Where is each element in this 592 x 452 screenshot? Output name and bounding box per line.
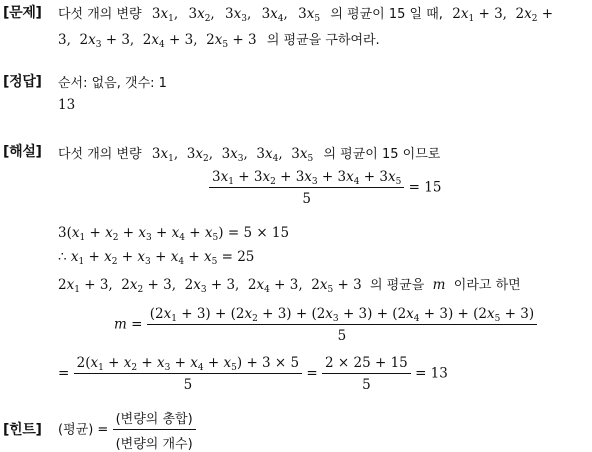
problem-line-2 <box>58 29 380 48</box>
hint-label: [힌트] <box>3 422 42 438</box>
answer-meta: 순서: 없음, 갯수: 1 <box>58 76 167 91</box>
answer-label: [정답] <box>3 74 42 90</box>
step-1: $3(x_1 + x_2 + x_3 + x_4 + x_5) = 5 \times 15$ <box>58 225 290 243</box>
mean-fraction: $\frac{3x_1 + 3x_2 + 3x_3 + 3x_4 + 3x_5}{5}$ <box>209 169 404 207</box>
final-fraction-1: $\frac{2(x_1 + x_2 + x_3 + x_4 + x_5) + 3 \times 5}{5}$ <box>74 355 303 393</box>
problem-transformed-1: $2x_1 + 3$, $2x_2$ + <box>452 6 554 24</box>
m-fraction: $\frac{(2x_1 + 3) + (2x_2 + 3) + (2x_3 + 3) + (2x_4 + 3) + (2x_5 + 3)}{5}$ <box>147 306 537 344</box>
hint-formula: (평균) = $\frac{\text{(변량의 총합)}}{\text{(변량의 개수)}}$ <box>58 408 196 452</box>
solution-intro: 다섯 개의 변량 $3x_1$, $3x_2$, $3x_3$, $3x_4$, $3x_5$ 의 평균이 15 이므로 <box>58 146 441 164</box>
final-result: = 13 <box>415 365 448 382</box>
step-3: $2x_1 + 3$, $2x_2 + 3$, $2x_3 + 3$, $2x_4 + 3$, $2x_5 + 3$ 의 평균을 m 이라고 하면 <box>58 277 521 295</box>
mean-equation <box>209 169 441 207</box>
final-equation: = $\frac{2(x_1 + x_2 + x_3 + x_4 + x_5) + 3 \times 5}{5}$ = $\frac{2 \times 25 + 15}{5}$ = 13 <box>58 355 448 393</box>
solution-label: [해설] <box>3 144 42 160</box>
problem-line-1 <box>58 3 553 22</box>
step-2: ∴ $x_1 + x_2 + x_3 + x_4 + x_5 = 25$ <box>58 249 255 267</box>
hint-fraction: $\frac{\text{(변량의 총합)}}{\text{(변량의 개수)}}$ <box>113 408 196 452</box>
answer-value: 13 <box>58 97 76 113</box>
problem-prefix: 다섯 개의 변량 <box>58 7 142 22</box>
problem-transformed-2: 3, $2x_3 + 3$, $2x_4 + 3$, $2x_5 + 3$ <box>58 32 257 50</box>
problem-question: 의 평균을 구하여라. <box>266 33 380 48</box>
mean-result: = 15 <box>408 179 442 196</box>
final-fraction-2: $\frac{2 \times 25 + 15}{5}$ <box>322 355 411 393</box>
problem-label: [문제] <box>3 5 42 21</box>
problem-mean-text: 의 평균이 15 일 때, <box>330 7 443 22</box>
problem-variables: $3x_1$, $3x_2$, $3x_3$, $3x_4$, $3x_5$ <box>151 6 321 24</box>
m-equation: m = $\frac{(2x_1 + 3) + (2x_2 + 3) + (2x_3 + 3) + (2x_4 + 3) + (2x_5 + 3)}{5}$ <box>114 306 537 344</box>
